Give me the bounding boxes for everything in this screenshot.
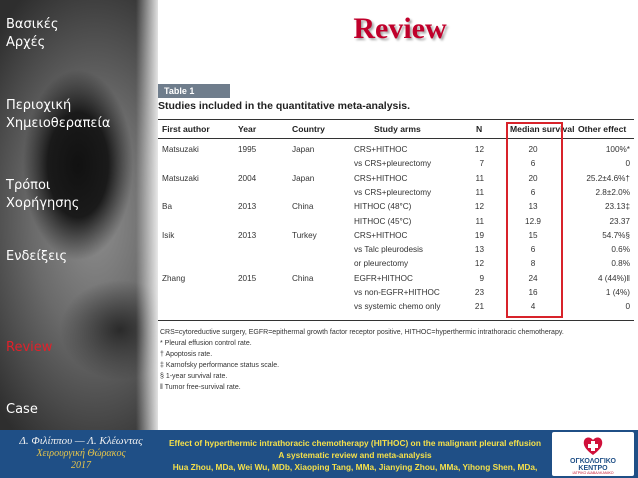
cell-median-survival: 6 bbox=[530, 187, 536, 197]
cell-n: 19 bbox=[474, 230, 484, 240]
footnote: ‡ Karnofsky performance status scale. bbox=[160, 362, 280, 369]
cell-n: 11 bbox=[475, 173, 484, 183]
cell-study-arm: EGFR+HITHOC bbox=[354, 273, 413, 283]
cell-year: 2013 bbox=[238, 230, 257, 240]
table-caption: Studies included in the quantitative meta-analysis. bbox=[158, 100, 411, 112]
cell-n: 9 bbox=[479, 273, 484, 283]
cell-year: 2015 bbox=[238, 273, 257, 283]
cell-other-effect: 4 (44%)‖ bbox=[597, 273, 630, 283]
oncology-center-logo bbox=[552, 432, 634, 476]
cell-study-arm: vs CRS+pleurectomy bbox=[354, 159, 432, 169]
cell-n: 12 bbox=[474, 259, 484, 269]
cell-other-effect: 0 bbox=[625, 302, 630, 312]
cell-median-survival: 16 bbox=[528, 288, 538, 297]
cell-study-arm: CRS+HITHOC bbox=[354, 230, 408, 240]
cell-n: 12 bbox=[474, 202, 484, 212]
authors-block bbox=[6, 434, 156, 472]
table-top-rule bbox=[158, 119, 634, 120]
cell-median-survival: 4 bbox=[530, 302, 536, 312]
logo-name: ΟΓΚΟΛΟΓΙΚΟ ΚΕΝΤΡΟ bbox=[570, 458, 616, 472]
cell-author: Ba bbox=[162, 202, 173, 212]
table-tag: Table 1 bbox=[158, 84, 230, 98]
cell-study-arm: HITHOC (48°C) bbox=[354, 202, 412, 212]
authors-year: 2017 bbox=[71, 460, 91, 471]
col-header-median-survival: Median survival bbox=[510, 124, 575, 134]
cell-median-survival: 20 bbox=[528, 145, 538, 154]
cell-year: 1995 bbox=[238, 145, 257, 154]
cell-country: Turkey bbox=[292, 230, 317, 240]
citation-subtitle: A systematic review and meta-analysis bbox=[278, 450, 432, 460]
menu-item-case[interactable]: Case bbox=[6, 402, 38, 417]
cell-author: Zhang bbox=[162, 273, 186, 283]
cell-country: China bbox=[292, 202, 314, 212]
col-header-n: N bbox=[476, 124, 483, 134]
page-title: Review bbox=[353, 12, 447, 45]
menu-item-basic-principles[interactable]: Βασικές Αρχές bbox=[6, 17, 59, 50]
cell-study-arm: CRS+HITHOC bbox=[354, 145, 408, 154]
cell-year: 2004 bbox=[238, 173, 257, 183]
authors-names: Δ. Φιλίππου — Λ. Κλέωντας bbox=[19, 435, 143, 447]
cell-study-arm: vs Talc pleurodesis bbox=[354, 245, 424, 255]
cell-n: 11 bbox=[475, 187, 484, 197]
cell-study-arm: vs non-EGFR+HITHOC bbox=[354, 288, 440, 297]
cell-other-effect: 23.13‡ bbox=[604, 202, 630, 212]
cell-median-survival: 6 bbox=[530, 159, 536, 169]
heart-cross-icon bbox=[582, 435, 604, 457]
cell-median-survival: 13 bbox=[528, 202, 538, 212]
median-survival-highlight bbox=[506, 122, 563, 318]
footnote: CRS=cytoreductive surgery, EGFR=epithermal growth factor receptor positive, HITHOC=hyperthermic intrathoracic chemotherapy. bbox=[160, 329, 564, 336]
cell-author: Matsuzaki bbox=[162, 173, 199, 183]
table-figure bbox=[158, 82, 634, 420]
col-header-other-effect: Other effect bbox=[578, 124, 627, 134]
cell-median-survival: 20 bbox=[528, 173, 538, 183]
cell-other-effect: 25.2±4.6%† bbox=[586, 173, 630, 183]
cell-other-effect: 23.37 bbox=[609, 216, 630, 226]
cell-median-survival: 6 bbox=[530, 245, 536, 255]
col-header-year: Year bbox=[238, 124, 257, 134]
cell-study-arm: HITHOC (45°C) bbox=[354, 216, 412, 226]
cell-other-effect: 0.8% bbox=[611, 259, 630, 269]
cell-study-arm: vs CRS+pleurectomy bbox=[354, 187, 432, 197]
cell-n: 11 bbox=[475, 216, 484, 226]
citation-title: Effect of hyperthermic intrathoracic chemotherapy (HITHOC) on the malignant pleural effusion bbox=[168, 438, 542, 448]
cell-other-effect: 54.7%§ bbox=[602, 230, 630, 240]
menu-item-review[interactable]: Review bbox=[6, 340, 53, 355]
cell-median-survival: 15 bbox=[528, 230, 538, 240]
cell-median-survival: 12.9 bbox=[525, 216, 541, 226]
cell-other-effect: 2.8±2.0% bbox=[595, 187, 630, 197]
cell-other-effect: 0 bbox=[625, 159, 630, 169]
cell-n: 12 bbox=[474, 145, 484, 154]
cell-year: 2013 bbox=[238, 202, 257, 212]
logo-subtitle: ΙΑΤΡΙΚΟ ΔΙΑΒΑΛΚΑΝΙΚΟ bbox=[572, 471, 614, 475]
cell-other-effect: 100%* bbox=[605, 145, 630, 154]
footer-bar bbox=[0, 430, 638, 478]
cell-study-arm: vs systemic chemo only bbox=[354, 302, 441, 312]
cell-n: 13 bbox=[474, 245, 484, 255]
col-header-author: First author bbox=[162, 124, 210, 134]
footnote: ‖ Tumor free-survival rate. bbox=[160, 384, 241, 391]
citation-authors: Hua Zhou, MDa, Wei Wu, MDb, Xiaoping Tang, MMa, Jianying Zhou, MMa, Yihong Shen, MDa, bbox=[172, 462, 538, 472]
cell-median-survival: 24 bbox=[528, 273, 538, 283]
cell-n: 7 bbox=[479, 159, 484, 169]
cell-author: Isik bbox=[162, 230, 175, 240]
cell-author: Matsuzaki bbox=[162, 145, 199, 154]
cell-country: Japan bbox=[292, 145, 315, 154]
cell-country: China bbox=[292, 273, 314, 283]
cell-study-arm: or pleurectomy bbox=[354, 259, 409, 269]
col-header-study-arms: Study arms bbox=[374, 124, 421, 134]
footnote: † Apoptosis rate. bbox=[160, 351, 213, 358]
cell-n: 23 bbox=[474, 288, 484, 297]
menu-item-administration-methods[interactable]: Τρόποι Χορήγησης bbox=[6, 178, 80, 211]
cell-country: Japan bbox=[292, 173, 315, 183]
table-bottom-rule bbox=[158, 320, 634, 321]
ct-scan-background bbox=[0, 0, 158, 430]
cell-n: 21 bbox=[474, 302, 484, 312]
cell-other-effect: 1 (4%) bbox=[605, 288, 630, 297]
menu-item-indications[interactable]: Ενδείξεις bbox=[6, 249, 68, 264]
cell-study-arm: CRS+HITHOC bbox=[354, 173, 408, 183]
authors-department: Χειρουργική Θώρακος bbox=[36, 448, 126, 459]
footnote: § 1-year survival rate. bbox=[160, 373, 228, 380]
col-header-country: Country bbox=[292, 124, 325, 134]
menu-item-regional-chemotherapy[interactable]: Περιοχική Χημειοθεραπεία bbox=[6, 98, 111, 131]
footnote: * Pleural effusion control rate. bbox=[160, 340, 252, 347]
cell-other-effect: 0.6% bbox=[611, 245, 630, 255]
cell-median-survival: 8 bbox=[530, 259, 536, 269]
citation-block bbox=[166, 437, 544, 473]
